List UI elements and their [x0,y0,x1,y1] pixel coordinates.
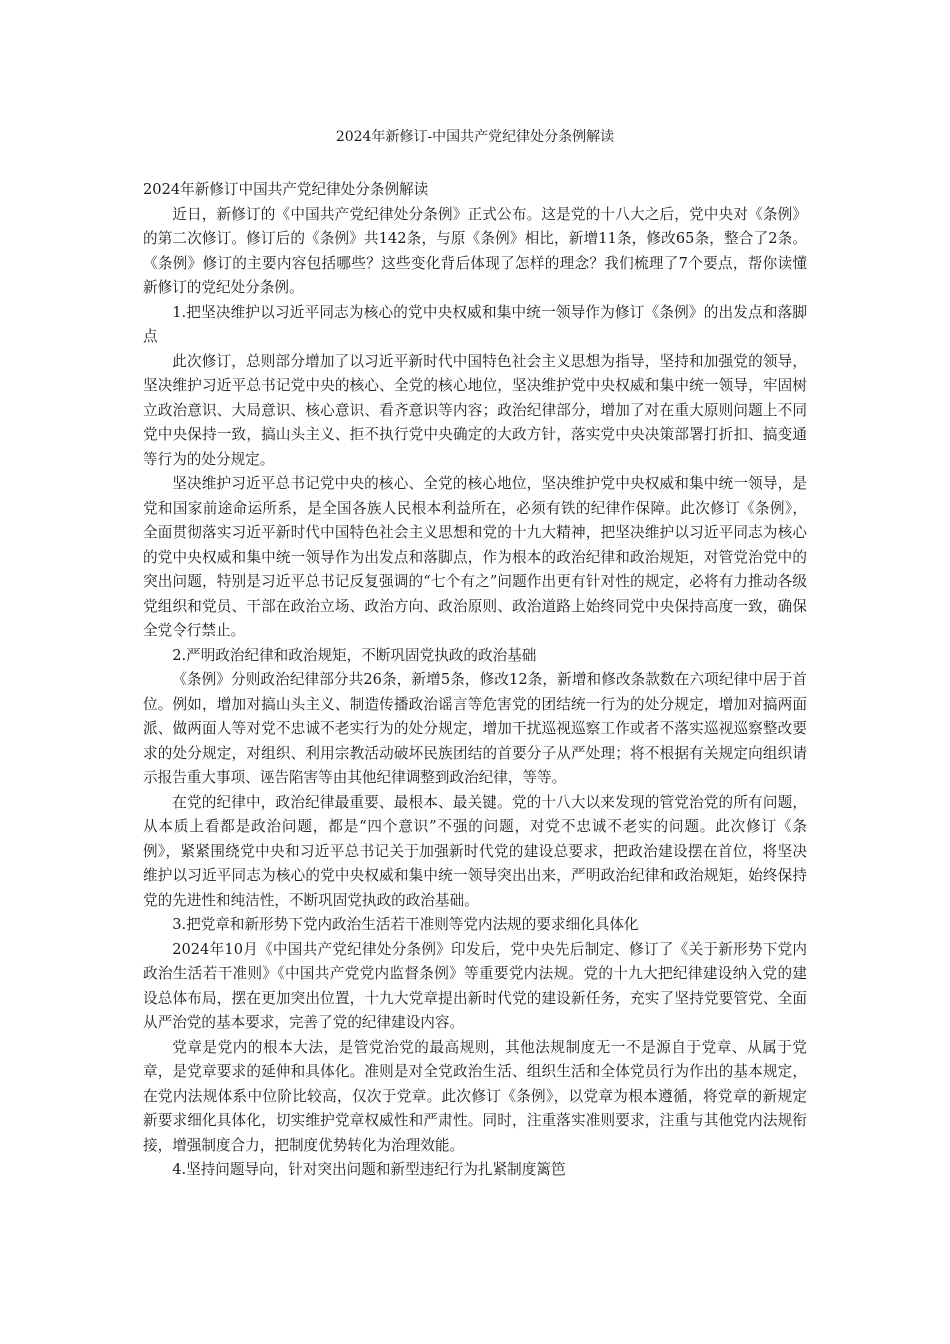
document-body [143,178,807,1183]
document-subtitle: 2024年新修订中国共产党纪律处分条例解读 [143,181,429,198]
paragraph: 《条例》分则政治纪律部分共26条，新增5条，修改12条，新增和修改条款数在六项纪律中居于首位。例如，增加对搞山头主义、制造传播政治谣言等危害党的团结统一行为的处分规定，增加对搞两面派、做两面人等对党不忠诚不老实行为的处分规定，增加干扰巡视巡察工作或者不落实巡视巡察整改要求的处分规定，对组织、利用宗教活动破坏民族团结的首要分子从严处理；将不根据有关规定向组织请示报告重大事项、诬告陷害等由其他纪律调整到政治纪律，等等。 [143,671,807,786]
section-heading-4: 4.坚持问题导向，针对突出问题和新型违纪行为扎紧制度篱笆 [172,1161,566,1178]
paragraph: 坚决维护习近平总书记党中央的核心、全党的核心地位，坚决维护党中央权威和集中统一领导，是党和国家前途命运所系，是全国各族人民根本利益所在，必须有铁的纪律作保障。此次修订《条例》，全面贯彻落实习近平新时代中国特色社会主义思想和党的十九大精神，把坚决维护以习近平同志为核心的党中央权威和集中统一领导作为出发点和落脚点，作为根本的政治纪律和政治规矩，对管党治党中的突出问题，特别是习近平总书记反复强调的“七个有之”问题作出更有针对性的规定，必将有力推动各级党组织和党员、干部在政治立场、政治方向、政治原则、政治道路上始终同党中央保持高度一致，确保全党令行禁止。 [143,475,807,639]
paragraph: 此次修订，总则部分增加了以习近平新时代中国特色社会主义思想为指导，坚持和加强党的领导，坚决维护习近平总书记党中央的核心、全党的核心地位，坚决维护党中央权威和集中统一领导，牢固树立政治意识、大局意识、核心意识、看齐意识等内容；政治纪律部分，增加了对在重大原则问题上不同党中央保持一致，搞山头主义、拒不执行党中央确定的大政方针，落实党中央决策部署打折扣、搞变通等行为的处分规定。 [143,352,807,468]
section-heading-1: 1.把坚决维护以习近平同志为核心的党中央权威和集中统一领导作为修订《条例》的出发点和落脚点 [143,303,807,345]
paragraph-intro: 近日，新修订的《中国共产党纪律处分条例》正式公布。这是党的十八大之后，党中央对《条例》的第二次修订。修订后的《条例》共142条，与原《条例》相比，新增11条，修改65条，整合了2条。《条例》修订的主要内容包括哪些？这些变化背后体现了怎样的理念？我们梳理了7个要点，帮你读懂新修订的党纪处分条例。 [143,205,807,296]
paragraph: 2024年10月《中国共产党纪律处分条例》印发后，党中央先后制定、修订了《关于新形势下党内政治生活若干准则》《中国共产党党内监督条例》等重要党内法规。党的十九大把纪律建设纳入党的建设总体布局，摆在更加突出位置，十九大党章提出新时代党的建设新任务，充实了坚持党要管党、全面从严治党的基本要求，完善了党的纪律建设内容。 [143,940,807,1031]
paragraph: 党章是党内的根本大法，是管党治党的最高规则，其他法规制度无一不是源自于党章、从属于党章，是党章要求的延伸和具体化。准则是对全党政治生活、组织生活和全体党员行为作出的基本规定，在党内法规体系中位阶比较高，仅次于党章。此次修订《条例》，以党章为根本遵循，将党章的新规定新要求细化具体化，切实维护党章权威性和严肃性。同时，注重落实准则要求，注重与其他党内法规衔接，增强制度合力，把制度优势转化为治理效能。 [143,1038,807,1154]
document-title: 2024年新修订-中国共产党纪律处分条例解读 [335,129,615,145]
section-heading-3: 3.把党章和新形势下党内政治生活若干准则等党内法规的要求细化具体化 [172,916,639,933]
paragraph: 在党的纪律中，政治纪律最重要、最根本、最关键。党的十八大以来发现的管党治党的所有问题，从本质上看都是政治问题，都是“四个意识”不强的问题，对党不忠诚不老实的问题。此次修订《条例》，紧紧围绕党中央和习近平总书记关于加强新时代党的建设总要求，把政治建设摆在首位，将坚决维护以习近平同志为核心的党中央权威和集中统一领导突出出来，严明政治纪律和政治规矩，始终保持党的先进性和纯洁性，不断巩固党执政的政治基础。 [143,793,807,909]
section-heading-2: 2.严明政治纪律和政治规矩，不断巩固党执政的政治基础 [172,646,537,664]
